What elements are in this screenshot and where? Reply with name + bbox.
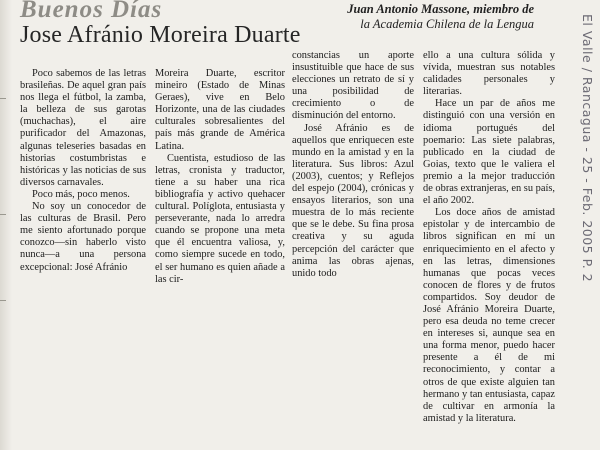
cut-mark (0, 98, 6, 99)
article-headline: Jose Afránio Moreira Duarte (20, 22, 301, 48)
paragraph: Hace un par de años me distinguió con una versión en idioma portugués del poemario: Las siete palabras, publicado en la ciudad de Goias, texto que le valiera el premio a la mejor traducción de obras extranjeras, en su país, el año 2002. (423, 98, 555, 207)
paragraph: Cuentista, estudioso de las letras, cronista y traductor, tiene a su haber una rica bibliografía y activo quehacer cultural. Políglota, entusiasta y perseverante, nada lo arredra cuando se propone una meta que él encuentra valiosa, y, como siempre sucede en todo, el ser humano es quien añade a las cir- (155, 152, 285, 285)
article-column-1 (20, 68, 146, 274)
paragraph: José Afránio es de aquellos que enriquecen este mundo en la amistad y en la literatura. Sus libros: Azul (2003), cuentos; y Reflejos del espejo (2004), crónicas y ensayos literarios, son una muestra de lo más reciente que se le debe. Su fina prosa creativa y su aguda percepción del carácter que anima las obras ajenas, unido todo (292, 122, 414, 279)
paragraph: Los doce años de amistad epistolar y de intercambio de libros significan en mí un enriquecimiento en el afecto y en las letras, dimensiones humanas que pocas veces conocen de flores y de frutos compartidos. Soy deudor de José Afránio Moreira Duarte, pero esa deuda no teme crecer en intereses si, aunque sea en una forma menor, puedo hacer presente a él de mi reconocimiento, y contar a otros de que existe alguien tan hermano y tan entusiasta, capaz de cultivar en armonía la amistad y la literatura. (423, 207, 555, 424)
source-note-text: El Valle / Rancagua - 25 - Feb. 2005 P. 2 (580, 14, 595, 283)
byline-role: la Academia Chilena de la Lengua (360, 17, 534, 31)
paragraph: Moreira Duarte, escritor mineiro (Estado de Minas Geraes), vive en Belo Horizonte, una de las ciudades culturales sobresalientes del país más grande de América Latina. (155, 68, 285, 152)
byline (286, 2, 534, 32)
byline-author: Juan Antonio Massone, miembro de (347, 2, 534, 16)
column-masthead: Buenos Días (20, 0, 163, 23)
paragraph: Poco sabemos de las letras brasileñas. De aquel gran país nos llega el fútbol, la zamba, la belleza de sus garotas (muchachas), el aire purificador del Amazonas, algunas teleseries basadas en historias costumbristas e históricas y las noticias de sus diversos carnavales. (20, 68, 146, 188)
paragraph: Poco más, poco menos. (32, 188, 130, 200)
cut-mark (0, 214, 6, 215)
handwritten-source-note (575, 14, 597, 444)
clipping-edge (0, 0, 12, 450)
paragraph: constancias un aporte insustituible que hace de sus elecciones un retrato de sí y una posibilidad de crecimiento o de disminución del entorno. (292, 50, 414, 122)
article-column-3 (292, 50, 414, 280)
paragraph: No soy un conocedor de las culturas de Brasil. Pero me siento afortunado porque conozco—sin haberlo visto nunca—a una persona excepcional: José Afránio (20, 201, 146, 273)
article-column-2 (155, 68, 285, 286)
cut-mark (0, 300, 6, 301)
paragraph: ello a una cultura sólida y vívida, muestran sus notables calidades personales y literarias. (423, 50, 555, 98)
article-column-4 (423, 50, 555, 425)
